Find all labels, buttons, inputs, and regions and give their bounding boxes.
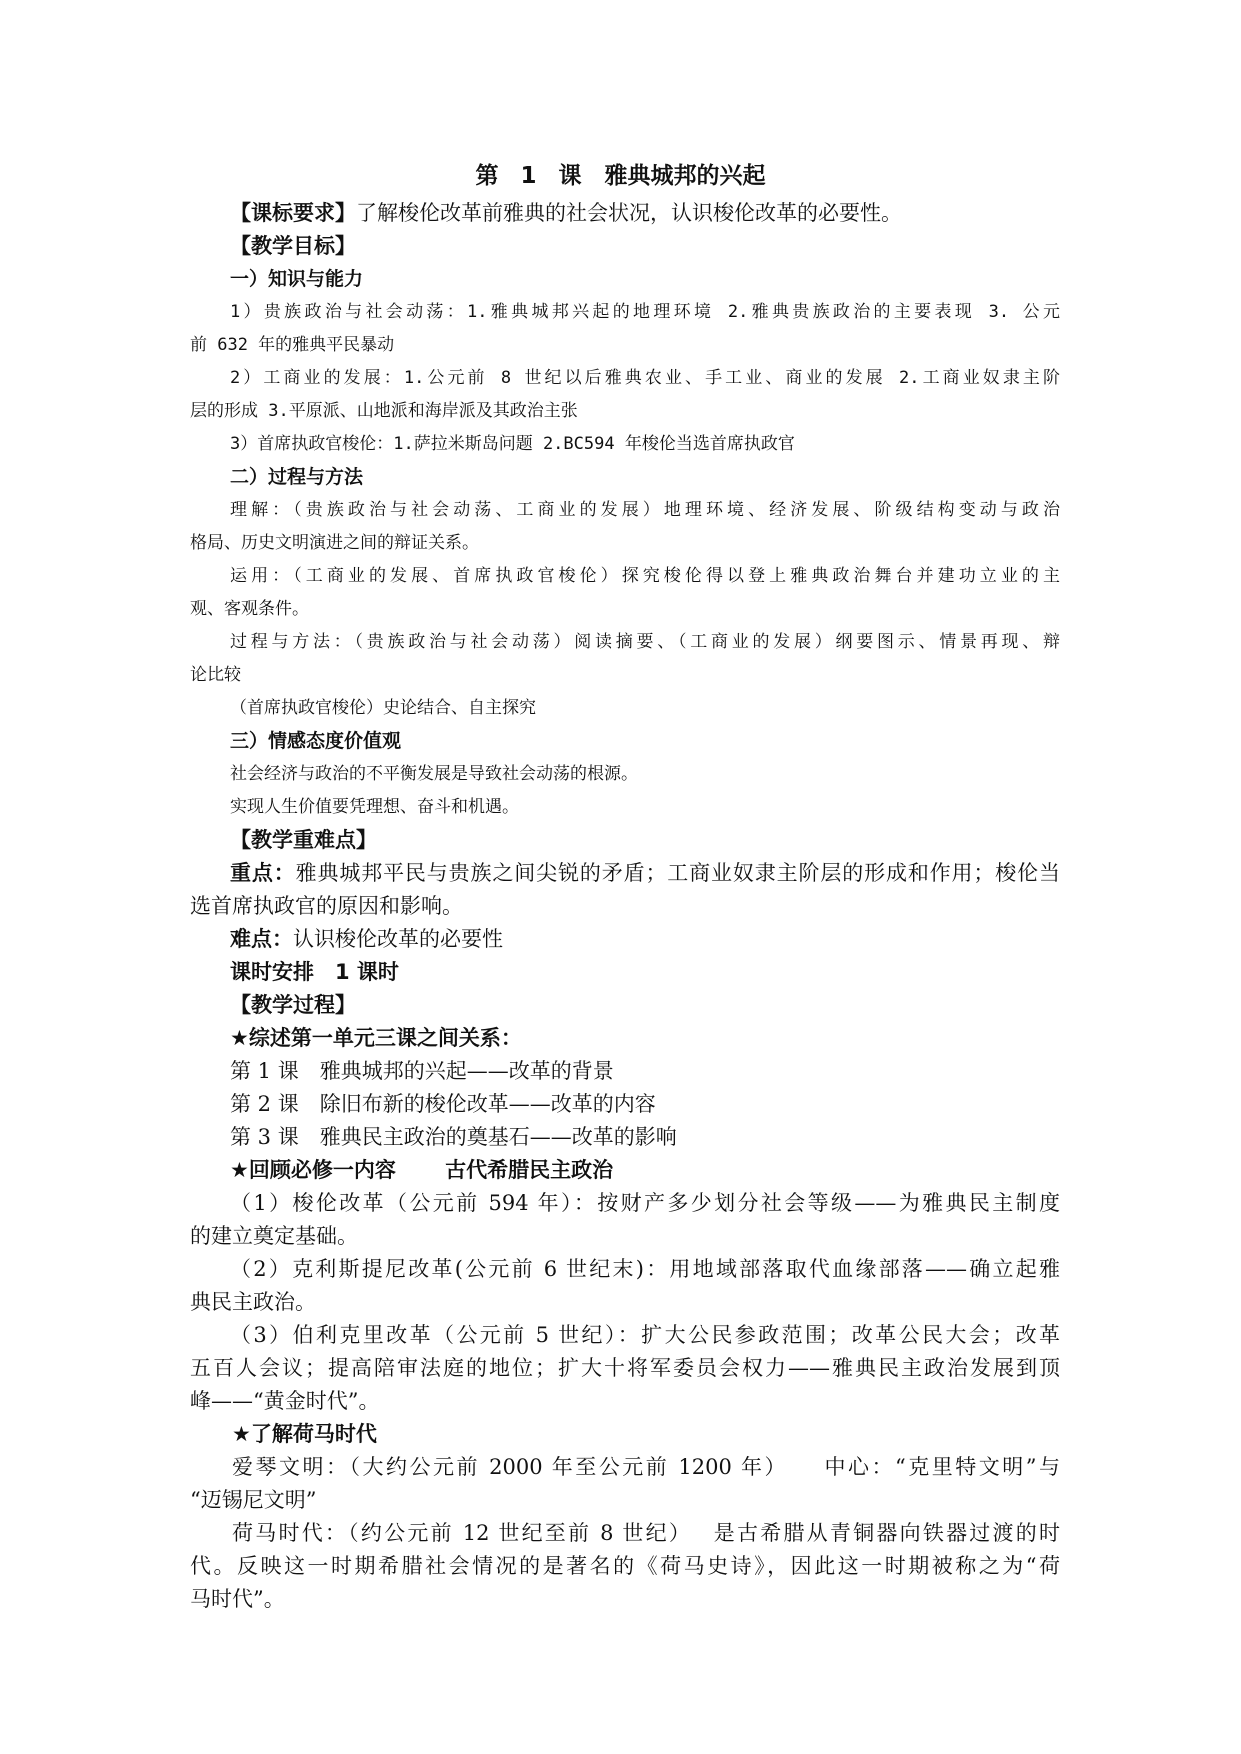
requirement-text: 了解梭伦改革前雅典的社会状况，认识梭伦改革的必要性。: [356, 201, 902, 225]
knowledge-item-2-line-2: 层的形成 3.平原派、山地派和海岸派及其政治主张: [190, 401, 578, 421]
lesson-title: 第 1 课 雅典城邦的兴起: [475, 163, 766, 189]
section-knowledge-heading: 一）知识与能力: [230, 268, 364, 290]
teaching-goals-heading: 【教学目标】: [230, 234, 356, 258]
review-item-1-line-2: 的建立奠定基础。: [190, 1224, 358, 1248]
homer-era-line-3: 马时代”。: [190, 1587, 285, 1611]
requirement-label: 【课标要求】: [230, 201, 356, 225]
section-values-heading: 三）情感态度价值观: [230, 730, 402, 752]
difficulty-label: 难点：: [230, 927, 293, 951]
homer-era-line-1: 荷马时代：（约公元前 12 世纪至前 8 世纪） 是古希腊从青铜器向铁器过渡的时: [232, 1521, 1060, 1545]
review-heading: ★回顾必修一内容 古代希腊民主政治: [230, 1158, 614, 1182]
aegean-civilization-line-1: 爱琴文明：（大约公元前 2000 年至公元前 1200 年） 中心：“克里特文明”与: [232, 1455, 1060, 1479]
key-point-line-1: [190, 857, 1060, 890]
review-item-3-line-2: 五百人会议；提高陪审法庭的地位；扩大十将军委员会权力——雅典民主政治发展到顶: [190, 1356, 1060, 1380]
homer-era-line-2: 代。反映这一时期希腊社会情况的是著名的《荷马史诗》，因此这一时期被称之为“荷: [190, 1554, 1060, 1578]
curriculum-requirement: [190, 197, 1060, 230]
lesson-relation-1: 第 1 课 雅典城邦的兴起——改革的背景: [230, 1059, 614, 1083]
process-understand-line-1: 理解：（贵族政治与社会动荡、工商业的发展）地理环境、经济发展、阶级结构变动与政治: [230, 500, 1060, 520]
difficulty-line: [190, 923, 1060, 956]
process-apply-line-2: 观、客观条件。: [190, 599, 309, 619]
values-line-1: 社会经济与政治的不平衡发展是导致社会动荡的根源。: [230, 764, 638, 784]
knowledge-item-2-line-1: 2）工商业的发展：1.公元前 8 世纪以后雅典农业、手工业、商业的发展 2.工商业奴隶主阶: [230, 368, 1060, 388]
aegean-civilization-line-2: “迈锡尼文明”: [190, 1488, 317, 1512]
process-method-line-1: 过程与方法：（贵族政治与社会动荡）阅读摘要、（工商业的发展）纲要图示、情景再现、辩: [230, 632, 1060, 652]
key-point-label: 重点：: [230, 861, 296, 885]
lesson-relation-3: 第 3 课 雅典民主政治的奠基石——改革的影响: [230, 1125, 677, 1149]
knowledge-item-3: 3）首席执政官梭伦：1.萨拉米斯岛问题 2.BC594 年梭伦当选首席执政官: [230, 434, 795, 454]
key-points-heading: 【教学重难点】: [230, 828, 377, 852]
difficulty-text: 认识梭伦改革的必要性: [293, 927, 503, 951]
knowledge-item-1-line-1: 1）贵族政治与社会动荡：1.雅典城邦兴起的地理环境 2.雅典贵族政治的主要表现 3. 公元: [230, 302, 1060, 322]
homer-era-heading: ★了解荷马时代: [232, 1422, 377, 1446]
process-method-line-2: 论比较: [190, 665, 241, 685]
knowledge-item-1-line-2: 前 632 年的雅典平民暴动: [190, 335, 395, 355]
review-item-3-line-1: （3）伯利克里改革（公元前 5 世纪）：扩大公民参政范围；改革公民大会；改革: [230, 1323, 1060, 1347]
schedule-heading: 课时安排 1 课时: [230, 960, 399, 984]
values-line-2: 实现人生价值要凭理想、奋斗和机遇。: [230, 797, 519, 817]
key-point-text: 雅典城邦平民与贵族之间尖锐的矛盾；工商业奴隶主阶层的形成和作用；梭伦当: [295, 861, 1061, 885]
process-method-line-3: （首席执政官梭伦）史论结合、自主探究: [230, 698, 536, 718]
review-item-2-line-2: 典民主政治。: [190, 1290, 316, 1314]
review-item-1-line-1: （1）梭伦改革（公元前 594 年）：按财产多少划分社会等级——为雅典民主制度: [230, 1191, 1060, 1215]
lesson-relation-2: 第 2 课 除旧布新的梭伦改革——改革的内容: [230, 1092, 656, 1116]
review-item-2-line-1: （2）克利斯提尼改革(公元前 6 世纪末)：用地域部落取代血缘部落——确立起雅: [230, 1257, 1060, 1281]
unit-relation-heading: ★综述第一单元三课之间关系：: [230, 1026, 522, 1050]
document-body: [190, 197, 1060, 1616]
review-item-3-line-3: 峰——“黄金时代”。: [190, 1389, 380, 1413]
section-process-heading: 二）过程与方法: [230, 466, 364, 488]
process-apply-line-1: 运用：（工商业的发展、首席执政官梭伦）探究梭伦得以登上雅典政治舞台并建功立业的主: [230, 566, 1060, 586]
process-understand-line-2: 格局、历史文明演进之间的辩证关系。: [190, 533, 479, 553]
key-point-line-2: 选首席执政官的原因和影响。: [190, 894, 463, 918]
teaching-process-heading: 【教学过程】: [230, 993, 356, 1017]
